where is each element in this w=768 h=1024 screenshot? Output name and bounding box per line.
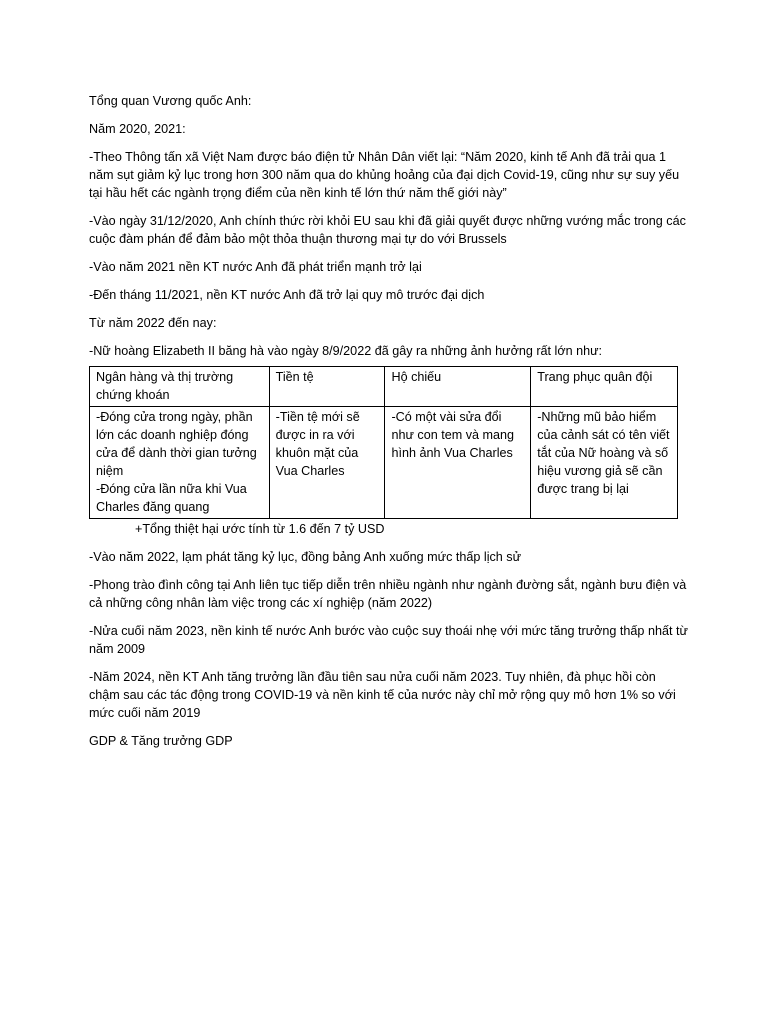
paragraph-2021-growth: -Vào năm 2021 nền KT nước Anh đã phát triển mạnh trở lại bbox=[89, 260, 422, 274]
table-cell bbox=[269, 407, 385, 519]
cell-line: -Những mũ bảo hiểm của cảnh sát có tên viết tắt của Nữ hoàng và số hiệu vương giả sẽ cần được trang bị lại bbox=[537, 410, 670, 496]
table-cell bbox=[90, 407, 270, 519]
cell-line: -Đóng cửa lần nữa khi Vua Charles đăng quang bbox=[96, 482, 247, 514]
paragraph-recession-2023: -Nửa cuối năm 2023, nền kinh tế nước Anh bước vào cuộc suy thoái nhẹ với mức tăng trưởng thấp nhất từ năm 2009 bbox=[89, 624, 692, 656]
table-header-cell: Trang phục quân đội bbox=[531, 367, 678, 407]
section-heading-2020-2021: Năm 2020, 2021: bbox=[89, 122, 186, 136]
table-cell bbox=[385, 407, 531, 519]
paragraph-strikes: -Phong trào đình công tại Anh liên tục tiếp diễn trên nhiều ngành như ngành đường sắt, ngành bưu điện và cả những công nhân làm việc trong các xí nghiệp (năm 2022) bbox=[89, 578, 690, 610]
cell-line: -Đóng cửa trong ngày, phần lớn các doanh nghiệp đóng cửa để dành thời gian tưởng niệm bbox=[96, 410, 257, 478]
paragraph-brexit: -Vào ngày 31/12/2020, Anh chính thức rời khỏi EU sau khi đã giải quyết được những vướng mắc trong các cuộc đàm phán để đảm bảo một thỏa thuận thương mại tự do với Brussels bbox=[89, 214, 690, 246]
paragraph-inflation-2022: -Vào năm 2022, lạm phát tăng kỷ lục, đồng bảng Anh xuống mức thấp lịch sử bbox=[89, 550, 522, 564]
section-heading-2022-now: Từ năm 2022 đến nay: bbox=[89, 316, 217, 330]
section-heading-gdp: GDP & Tăng trưởng GDP bbox=[89, 734, 233, 748]
document-title: Tổng quan Vương quốc Anh: bbox=[89, 94, 252, 108]
paragraph-growth-2024: -Năm 2024, nền KT Anh tăng trưởng lần đầu tiên sau nửa cuối năm 2023. Tuy nhiên, đà phục hồi còn chậm sau các tác động trong COVID-19 và nền kinh tế của nước này chỉ mở rộng quy mô hơn 1% so với mức cuối năm 2019 bbox=[89, 670, 680, 720]
table-header-cell: Ngân hàng và thị trường chứng khoán bbox=[90, 367, 270, 407]
table-header-cell: Hộ chiếu bbox=[385, 367, 531, 407]
table-header-cell: Tiền tệ bbox=[269, 367, 385, 407]
table-row bbox=[90, 407, 678, 519]
paragraph-nov-2021: -Đến tháng 11/2021, nền KT nước Anh đã trở lại quy mô trước đại dịch bbox=[89, 288, 485, 302]
table-cell bbox=[531, 407, 678, 519]
paragraph-queen-death: -Nữ hoàng Elizabeth II băng hà vào ngày 8/9/2022 đã gây ra những ảnh hưởng rất lớn như: bbox=[89, 344, 603, 358]
table-note-loss-estimate: +Tổng thiệt hại ước tính từ 1.6 đến 7 tỷ USD bbox=[135, 522, 385, 536]
document-page bbox=[89, 92, 692, 760]
cell-line: -Tiền tệ mới sẽ được in ra với khuôn mặt của Vua Charles bbox=[275, 410, 360, 478]
paragraph-ttxvn-quote: -Theo Thông tấn xã Việt Nam được báo điện tử Nhân Dân viết lại: “Năm 2020, kinh tế Anh đã trải qua 1 năm sụt giảm kỷ lục trong hơn 300 năm qua do khủng hoảng của đại dịch Covid-19, cũng như sự suy yếu tại hầu hết các ngành trọng điểm của nền kinh tế lớn thứ năm thế giới này” bbox=[89, 150, 683, 200]
cell-line: -Có một vài sửa đổi như con tem và mang hình ảnh Vua Charles bbox=[391, 410, 515, 460]
impact-table bbox=[89, 366, 678, 519]
table-header-row bbox=[90, 367, 678, 407]
